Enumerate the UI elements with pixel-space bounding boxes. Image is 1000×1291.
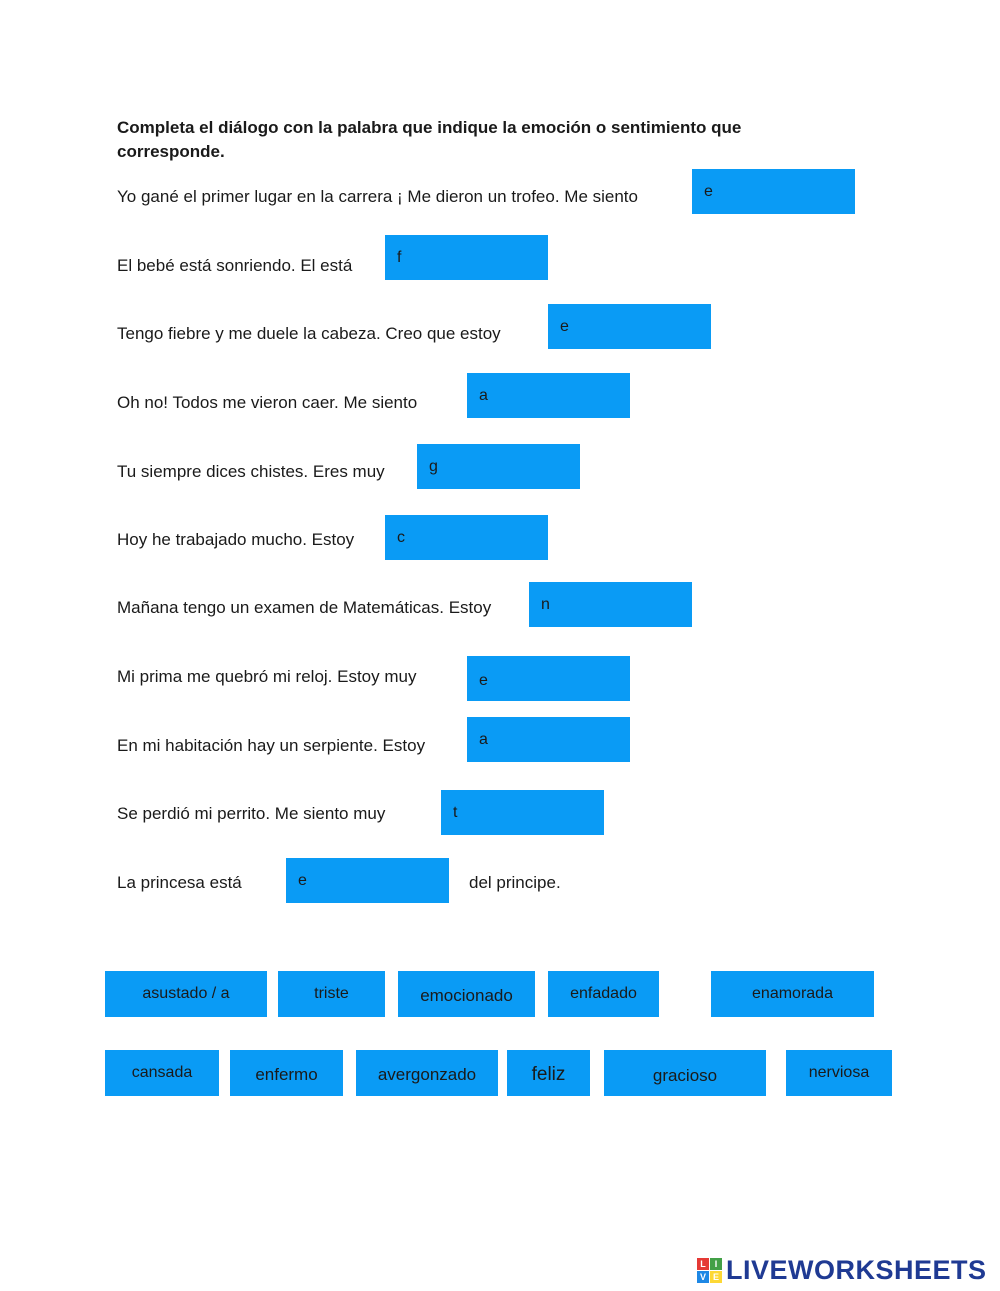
answer-field-4[interactable]: a [467, 373, 630, 418]
answer-field-10[interactable]: t [441, 790, 604, 835]
answer-field-8[interactable]: e [467, 656, 630, 701]
sentence-11-after: del principe. [469, 873, 561, 892]
word-chip-emocionado[interactable]: emocionado [398, 971, 535, 1017]
answer-field-9[interactable]: a [467, 717, 630, 762]
sentence-8: Mi prima me quebró mi reloj. Estoy muy [117, 667, 417, 686]
sentence-9: En mi habitación hay un serpiente. Estoy [117, 736, 426, 755]
word-chip-feliz[interactable]: feliz [507, 1050, 590, 1096]
answer-field-5[interactable]: g [417, 444, 580, 489]
word-chip-cansada[interactable]: cansada [105, 1050, 219, 1096]
liveworksheets-logo-icon: L I V E [697, 1258, 722, 1283]
sentence-7: Mañana tengo un examen de Matemáticas. Estoy [117, 598, 492, 617]
sentence-1: Yo gané el primer lugar en la carrera ¡ Me dieron un trofeo. Me siento [117, 187, 638, 206]
word-chip-nerviosa[interactable]: nerviosa [786, 1050, 892, 1096]
instructions: Completa el diálogo con la palabra que indique la emoción o sentimiento que corresponde. [117, 118, 742, 161]
word-chip-triste[interactable]: triste [278, 971, 385, 1017]
word-chip-avergonzado[interactable]: avergonzado [356, 1050, 498, 1096]
word-chip-enfadado[interactable]: enfadado [548, 971, 659, 1017]
liveworksheets-logo-text: LIVEWORKSHEETS [726, 1254, 987, 1285]
sentence-2: El bebé está sonriendo. El está [117, 256, 353, 275]
word-chip-enfermo[interactable]: enfermo [230, 1050, 343, 1096]
answer-field-11[interactable]: e [286, 858, 449, 903]
word-chip-enamorada[interactable]: enamorada [711, 971, 874, 1017]
answer-field-1[interactable]: e [692, 169, 855, 214]
word-chip-gracioso[interactable]: gracioso [604, 1050, 766, 1096]
answer-field-7[interactable]: n [529, 582, 692, 627]
sentence-10: Se perdió mi perrito. Me siento muy [117, 804, 386, 823]
sentence-3: Tengo fiebre y me duele la cabeza. Creo que estoy [117, 324, 501, 343]
sentence-4: Oh no! Todos me vieron caer. Me siento [117, 393, 418, 412]
answer-field-6[interactable]: c [385, 515, 548, 560]
answer-field-2[interactable]: f [385, 235, 548, 280]
sentence-5: Tu siempre dices chistes. Eres muy [117, 462, 385, 481]
liveworksheets-logo [697, 1255, 987, 1285]
sentence-6: Hoy he trabajado mucho. Estoy [117, 530, 355, 549]
sentence-11: La princesa está [117, 873, 242, 892]
word-chip-asustado[interactable]: asustado / a [105, 971, 267, 1017]
answer-field-3[interactable]: e [548, 304, 711, 349]
